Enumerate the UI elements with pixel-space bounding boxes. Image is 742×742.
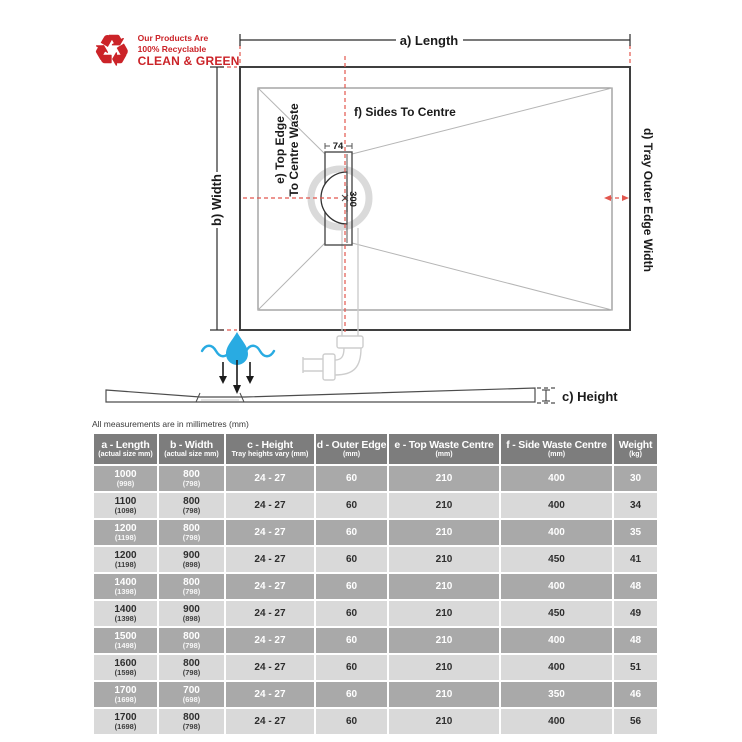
- water-icon: [202, 332, 274, 365]
- table-row: 1700 (1698) 800 (798) 24 - 27 60 210 400 56: [93, 708, 658, 735]
- table-row: 1200 (1198) 900 (898) 24 - 27 60 210 450 41: [93, 546, 658, 573]
- measurement-note: All measurements are in millimetres (mm): [92, 419, 249, 429]
- waste-length-value: 300: [347, 191, 358, 207]
- side-profile: [106, 388, 535, 402]
- table-row: 1000 (998) 800 (798) 24 - 27 60 210 400 30: [93, 465, 658, 492]
- height-label: c) Height: [562, 389, 618, 404]
- top-edge-label-line2: To Centre Waste: [287, 103, 301, 197]
- table-row: 1500 (1498) 800 (798) 24 - 27 60 210 400 48: [93, 627, 658, 654]
- height-dim-line: [537, 388, 556, 403]
- table-row: 1700 (1698) 700 (698) 24 - 27 60 210 350 46: [93, 681, 658, 708]
- waste-width-value: 74: [332, 141, 344, 152]
- sides-label: f) Sides To Centre: [354, 105, 456, 119]
- table-row: 1100 (1098) 800 (798) 24 - 27 60 210 400 34: [93, 492, 658, 519]
- col-header-top-waste: e - Top Waste Centre (mm): [388, 433, 500, 465]
- table-row: 1600 (1598) 800 (798) 24 - 27 60 210 400 51: [93, 654, 658, 681]
- wave-right-icon: [246, 346, 274, 357]
- col-header-side-waste: f - Side Waste Centre (mm): [500, 433, 613, 465]
- table-row: 1200 (1198) 800 (798) 24 - 27 60 210 400 35: [93, 519, 658, 546]
- width-label: b) Width: [209, 174, 224, 226]
- col-header-length: a - Length (actual size mm): [93, 433, 158, 465]
- col-header-outer-edge: d - Outer Edge (mm): [315, 433, 388, 465]
- waste-pipe: [303, 228, 363, 380]
- table-row: 1400 (1398) 900 (898) 24 - 27 60 210 450 49: [93, 600, 658, 627]
- spec-table: [92, 432, 659, 736]
- outer-edge-label: d) Tray Outer Edge Width: [641, 128, 655, 272]
- logo-line2: 100% Recyclable: [137, 43, 207, 54]
- wave-left-icon: [202, 346, 230, 357]
- logo-line3: CLEAN & GREEN: [137, 54, 240, 69]
- logo-line1: Our Products Are: [137, 32, 209, 43]
- table-row: 1400 (1398) 800 (798) 24 - 27 60 210 400 48: [93, 573, 658, 600]
- recycle-icon: ♻: [93, 27, 131, 74]
- col-header-width: b - Width (actual size mm): [158, 433, 225, 465]
- flow-arrows: [219, 360, 254, 394]
- table-header: [93, 433, 658, 465]
- top-edge-label-line1: e) Top Edge: [273, 116, 287, 184]
- length-label: a) Length: [399, 33, 459, 48]
- col-header-height: c - Height Tray heights vary (mm): [225, 433, 315, 465]
- col-header-weight: Weight (kg): [613, 433, 658, 465]
